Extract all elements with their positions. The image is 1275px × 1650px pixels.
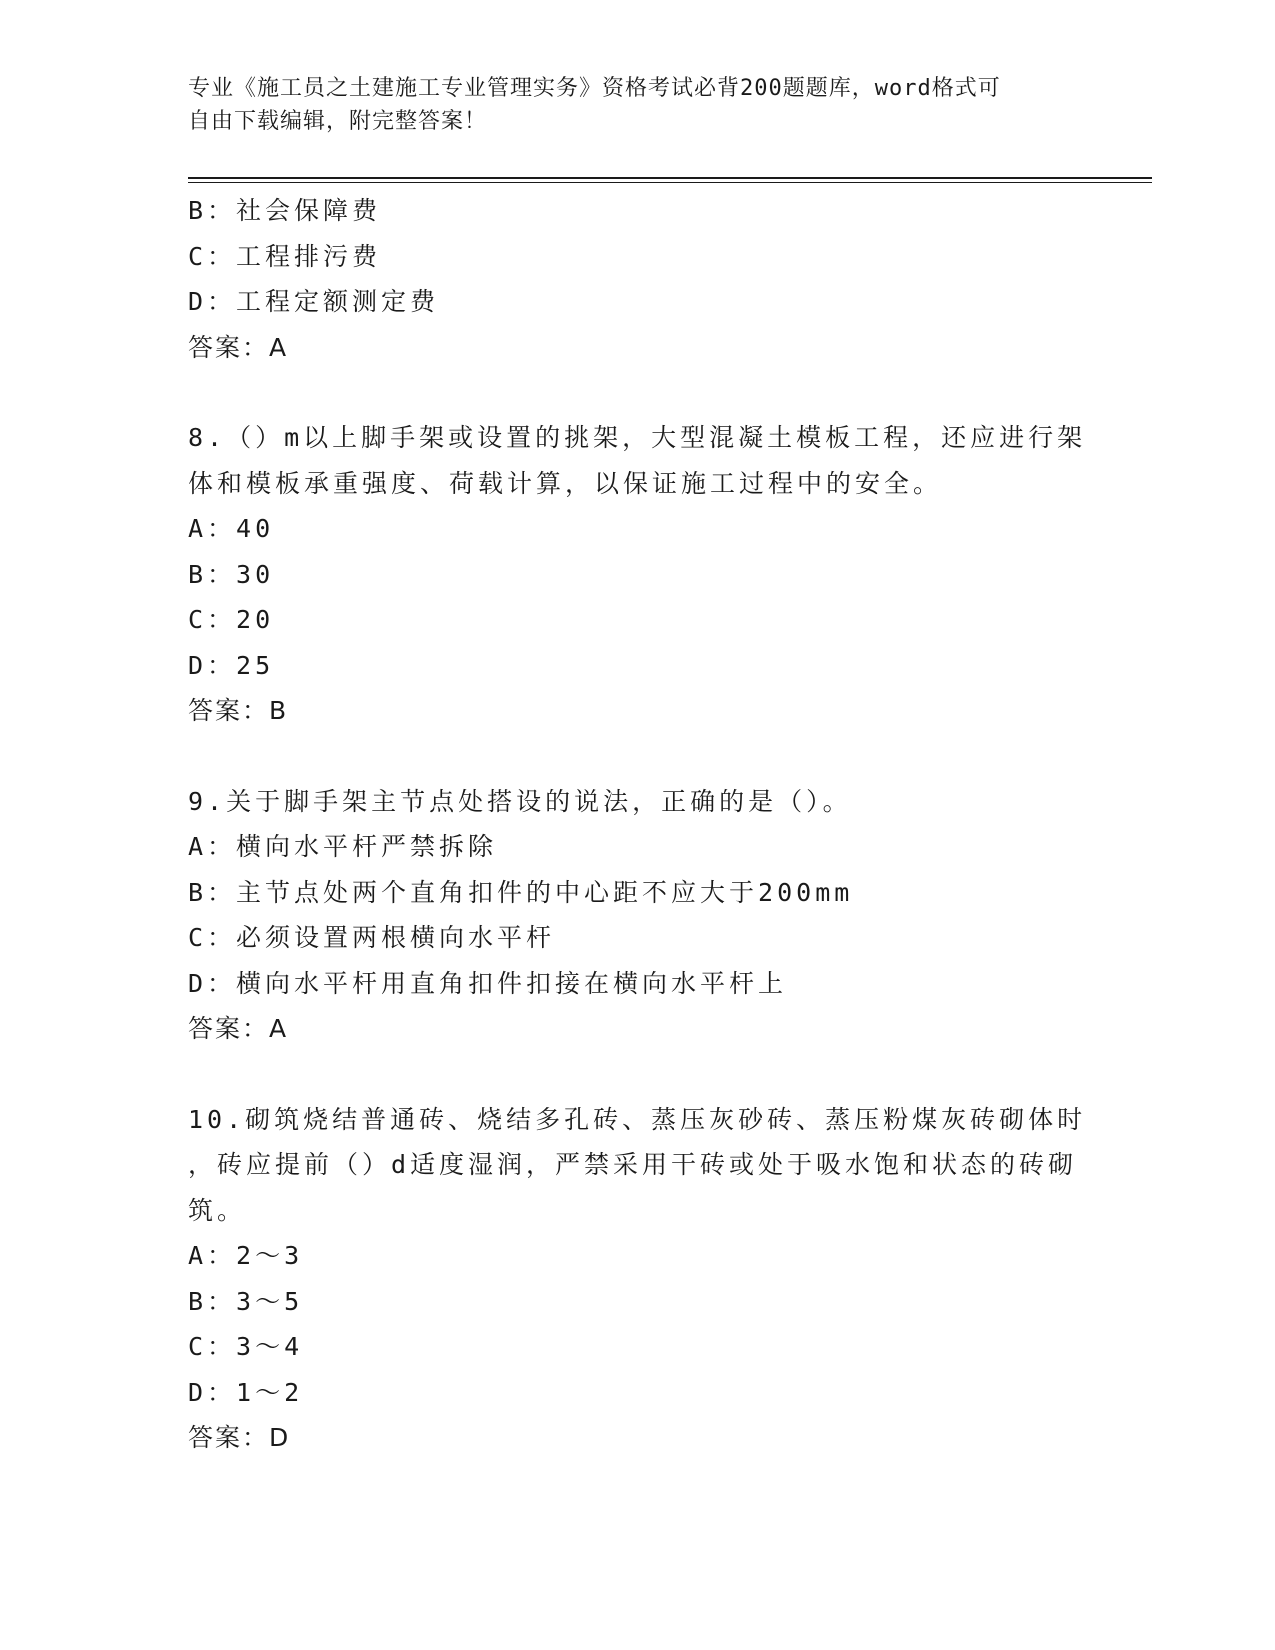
option-line: D：横向水平杆用直角扣件扣接在横向水平杆上 (188, 968, 788, 998)
option-line: A：横向水平杆严禁拆除 (188, 832, 498, 861)
spacer (188, 734, 1088, 779)
header-line-1: 专业《施工员之土建施工专业管理实务》资格考试必背200题题库，word格式可 (188, 76, 1001, 101)
question-stem-line: 10.砌筑烧结普通砖、烧结多孔砖、蒸压灰砂砖、蒸压粉煤灰砖砌体时 (188, 1104, 1087, 1134)
option-line: B：主节点处两个直角扣件的中心距不应大于200mm (188, 877, 854, 907)
question-7-continued (188, 188, 1088, 370)
option-line: C：工程排污费 (188, 241, 382, 271)
question-9 (188, 779, 1088, 1052)
option-line: D：工程定额测定费 (188, 287, 440, 316)
option-line: C：3～4 (188, 1332, 304, 1361)
option-line: D：1～2 (188, 1377, 304, 1407)
answer-line: 答案：D (188, 1423, 291, 1452)
option-line: B：社会保障费 (188, 196, 382, 225)
question-content (188, 188, 1088, 1461)
question-stem-line: 9.关于脚手架主节点处搭设的说法，正确的是（）。 (188, 786, 852, 816)
question-8 (188, 415, 1088, 734)
header-divider-thick (188, 177, 1152, 179)
option-line: B：3～5 (188, 1286, 304, 1316)
option-line: A：2～3 (188, 1241, 304, 1270)
question-stem-line: 8.（）m以上脚手架或设置的挑架，大型混凝土模板工程，还应进行架 (188, 423, 1087, 452)
spacer (188, 1052, 1088, 1097)
option-line: C：20 (188, 605, 275, 634)
answer-line: 答案：B (188, 696, 289, 725)
question-stem-line: 筑。 (188, 1195, 247, 1225)
question-stem-line: ，砖应提前（）d适度湿润，严禁采用干砖或处于吸水饱和状态的砖砌 (188, 1150, 1078, 1179)
option-line: C：必须设置两根横向水平杆 (188, 923, 556, 952)
question-10 (188, 1097, 1088, 1461)
option-line: D：25 (188, 650, 275, 680)
option-line: B：30 (188, 559, 275, 589)
header-divider-thin (188, 182, 1152, 183)
answer-line: 答案：A (188, 332, 289, 362)
answer-line: 答案：A (188, 1014, 289, 1043)
option-line: A：40 (188, 514, 275, 543)
question-stem-line: 体和模板承重强度、荷载计算，以保证施工过程中的安全。 (188, 468, 943, 498)
spacer (188, 370, 1088, 415)
header-line-2: 自由下载编辑，附完整答案！ (188, 109, 488, 134)
document-header (188, 72, 1088, 138)
